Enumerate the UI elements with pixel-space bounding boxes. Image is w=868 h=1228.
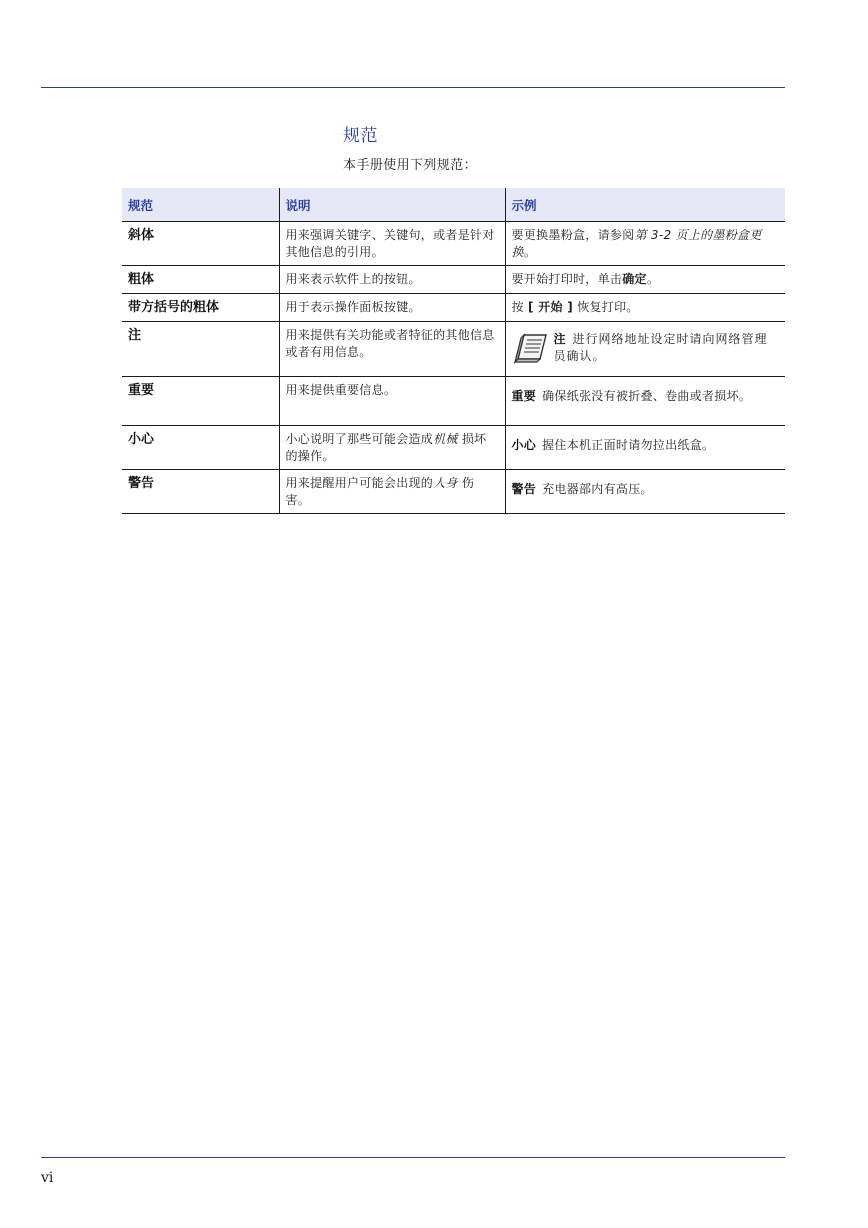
note-example [512, 327, 780, 365]
header-example: 示例 [505, 188, 785, 222]
important-lead: 重要 [511, 389, 537, 403]
example-italic-link: 第 3-2 页上的墨粉盒更换 [511, 228, 762, 259]
table-row [122, 266, 785, 294]
description-text-end: 损坏的操作。 [285, 432, 487, 463]
note-book-icon [512, 331, 548, 365]
example-text: 要开始打印时，单击 [511, 272, 623, 286]
note-lead: 注 [553, 332, 567, 346]
description-text: 用来提醒用户可能会出现的 [285, 476, 434, 490]
table-row [122, 294, 785, 322]
important-body: 确保纸张没有被折叠、卷曲或者损坏。 [542, 389, 752, 403]
example-text-end: 。 [646, 272, 660, 286]
table-header-row [122, 188, 785, 222]
convention-example [505, 470, 785, 514]
convention-description: 用来提供有关功能或者特征的其他信息或者有用信息。 [279, 322, 505, 377]
convention-example [505, 294, 785, 322]
warning-example [512, 475, 780, 498]
convention-example [505, 222, 785, 266]
example-text-end: 。 [523, 245, 537, 259]
convention-name: 斜体 [122, 222, 279, 266]
example-text: 按 [511, 300, 524, 314]
description-italic: 人身 [433, 476, 458, 490]
convention-name: 带方括号的粗体 [122, 294, 279, 322]
header-rule [41, 87, 785, 88]
header-convention: 规范 [122, 188, 279, 222]
conventions-table [122, 188, 785, 514]
table-row [122, 377, 785, 426]
convention-example [505, 266, 785, 294]
convention-description: 用于表示操作面板按键。 [279, 294, 505, 322]
convention-example [505, 322, 785, 377]
note-body: 进行网络地址设定时请向网络管理员确认。 [553, 332, 768, 363]
convention-example [505, 426, 785, 470]
section-intro: 本手册使用下列规范： [343, 158, 478, 173]
table-row [122, 470, 785, 514]
header-description: 说明 [279, 188, 505, 222]
convention-description [279, 426, 505, 470]
description-text-end: 伤害。 [285, 476, 475, 507]
warning-lead: 警告 [511, 482, 537, 496]
convention-example [505, 377, 785, 426]
note-text [554, 331, 780, 365]
caution-lead: 小心 [511, 438, 537, 452]
convention-description: 用来强调关键字、关键句，或者是针对其他信息的引用。 [279, 222, 505, 266]
example-text: 要更换墨粉盒，请参阅 [511, 228, 635, 242]
page-number: vi [41, 1170, 54, 1186]
convention-description: 用来提供重要信息。 [279, 377, 505, 426]
convention-description [279, 470, 505, 514]
table-row [122, 222, 785, 266]
footer-rule [41, 1157, 785, 1158]
example-bold-key: [ 开始 ] [527, 300, 574, 314]
description-text: 小心说明了那些可能会造成 [285, 432, 434, 446]
convention-name: 粗体 [122, 266, 279, 294]
convention-name: 警告 [122, 470, 279, 514]
description-italic: 机械 [433, 432, 458, 446]
convention-name: 小心 [122, 426, 279, 470]
convention-description: 用来表示软件上的按钮。 [279, 266, 505, 294]
important-example [512, 382, 780, 405]
example-bold-button: 确定 [622, 272, 647, 286]
caution-example [512, 431, 780, 454]
table-row [122, 322, 785, 377]
convention-name: 重要 [122, 377, 279, 426]
example-text-end: 恢复打印。 [577, 300, 639, 314]
section-title: 规范 [343, 126, 378, 146]
convention-name: 注 [122, 322, 279, 377]
table-row [122, 426, 785, 470]
caution-body: 握住本机正面时请勿拉出纸盒。 [542, 438, 715, 452]
warning-body: 充电器部内有高压。 [542, 482, 653, 496]
